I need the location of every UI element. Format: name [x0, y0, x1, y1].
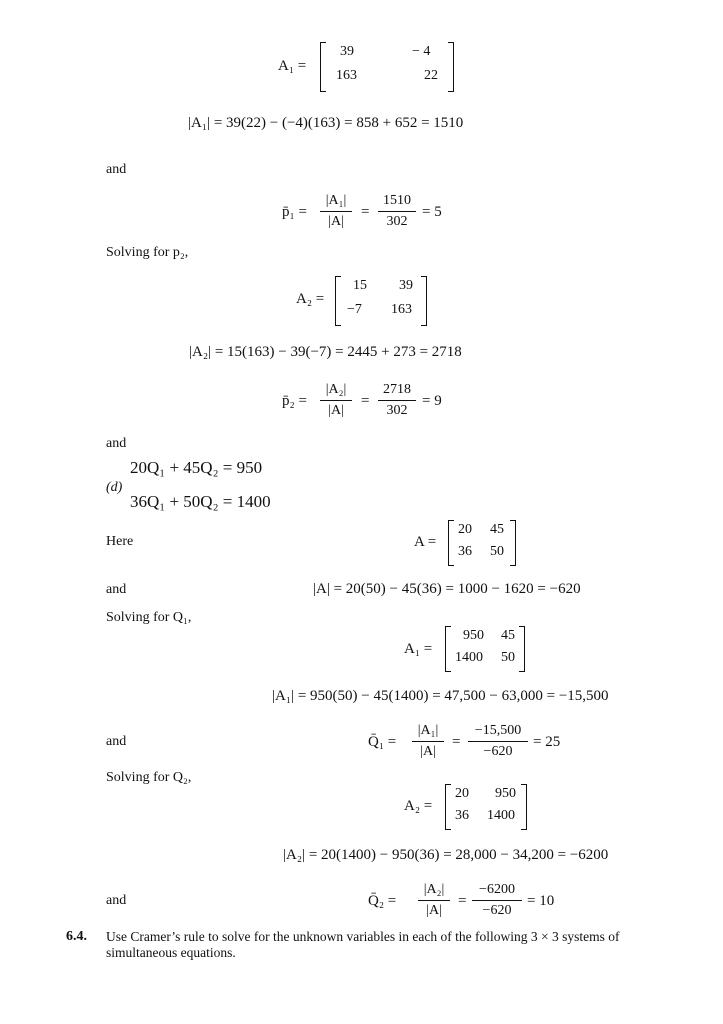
- equation-1: 20Q₁ + 45Q₂ = 950: [130, 458, 263, 477]
- connector-text: and: [106, 162, 127, 177]
- result-rhs: = 5: [422, 204, 442, 220]
- result-rhs: = 9: [422, 393, 442, 409]
- fraction-bar: [412, 741, 444, 742]
- matrix-cell: 1400: [487, 808, 515, 823]
- left-bracket: [448, 520, 454, 566]
- result-rhs: = 10: [527, 893, 555, 909]
- matrix-cell: −7: [347, 302, 362, 317]
- fraction-det-ratio: [320, 381, 352, 420]
- right-bracket: [448, 42, 454, 92]
- fraction-denominator: −620: [482, 903, 512, 918]
- matrix-label: A₁ =: [278, 58, 307, 74]
- problem-number: 6.4.: [66, 929, 87, 944]
- section-intro: Solving for Q₁,: [106, 610, 192, 625]
- fraction-bar: [320, 211, 352, 212]
- problem-text-line-2: simultaneous equations.: [106, 945, 236, 960]
- fraction-denominator: |A|: [426, 903, 442, 918]
- fraction-bar: [378, 400, 416, 401]
- matrix-cell: 950: [463, 628, 484, 643]
- matrix-cell: 20: [458, 522, 472, 537]
- determinant-line: |A₁| = 39(22) − (−4)(163) = 858 + 652 = 1510: [188, 115, 464, 131]
- matrix-a1-q: [445, 626, 525, 672]
- matrix-cell: 1400: [455, 650, 483, 665]
- fraction-denominator: |A|: [420, 744, 436, 759]
- matrix-a2-p: [335, 276, 435, 326]
- connector-text: Here: [106, 534, 134, 549]
- matrix-cell: 163: [336, 68, 357, 83]
- right-bracket: [519, 626, 525, 672]
- problem-text-line-1: Use Cramer’s rule to solve for the unknown variables in each of the following 3 × 3 systems of: [106, 929, 620, 944]
- section-intro: Solving for Q₂,: [106, 770, 192, 785]
- fraction-denominator: |A|: [328, 214, 344, 229]
- fraction-values: [378, 381, 416, 420]
- matrix-cell: 50: [490, 544, 504, 559]
- equation-2: 36Q₁ + 50Q₂ = 1400: [130, 492, 271, 511]
- equals-sign: =: [361, 204, 370, 220]
- fraction-numerator: 2718: [383, 382, 411, 397]
- determinant-line: |A| = 20(50) − 45(36) = 1000 − 1620 = −620: [313, 581, 581, 597]
- matrix-cell: 36: [458, 544, 472, 559]
- fraction-bar: [468, 741, 528, 742]
- result-lhs: Q̄₁ =: [368, 734, 397, 750]
- determinant-line: |A₂| = 15(163) − 39(−7) = 2445 + 273 = 2718: [189, 344, 462, 360]
- result-lhs: p̄₂ =: [282, 393, 307, 409]
- left-bracket: [320, 42, 326, 92]
- right-bracket: [521, 784, 527, 830]
- right-bracket: [510, 520, 516, 566]
- matrix-label: A₂ =: [296, 291, 325, 307]
- matrix-cell: 163: [391, 302, 412, 317]
- matrix-label: A =: [414, 534, 437, 550]
- determinant-line: |A₂| = 20(1400) − 950(36) = 28,000 − 34,200 = −6200: [283, 847, 609, 863]
- connector-text: and: [106, 582, 127, 597]
- matrix-label: A₁ =: [404, 641, 433, 657]
- fraction-numerator: |A₂|: [423, 882, 445, 897]
- fraction-det-ratio: [320, 192, 352, 231]
- matrix-label: A₂ =: [404, 798, 433, 814]
- fraction-numerator: |A₁|: [417, 723, 439, 738]
- fraction-det-ratio: [418, 881, 450, 920]
- equals-sign: =: [458, 893, 467, 909]
- part-label: (d): [106, 480, 123, 495]
- matrix-cell: 45: [501, 628, 515, 643]
- fraction-denominator: −620: [483, 744, 513, 759]
- left-bracket: [445, 626, 451, 672]
- matrix-a1-p: [320, 42, 455, 92]
- result-lhs: Q̄₂ =: [368, 893, 397, 909]
- fraction-values: [468, 722, 528, 761]
- matrix-cell: 950: [495, 786, 516, 801]
- fraction-bar: [472, 900, 522, 901]
- matrix-cell: 36: [455, 808, 469, 823]
- right-bracket: [421, 276, 427, 326]
- matrix-a: [448, 520, 518, 566]
- equals-sign: =: [361, 393, 370, 409]
- fraction-values: [378, 192, 416, 231]
- fraction-denominator: 302: [386, 403, 408, 418]
- matrix-cell: 15: [353, 278, 367, 293]
- matrix-cell: 50: [501, 650, 515, 665]
- connector-text: and: [106, 436, 127, 451]
- matrix-cell: 39: [399, 278, 413, 293]
- fraction-bar: [418, 900, 450, 901]
- matrix-cell: − 4: [412, 44, 431, 59]
- left-bracket: [335, 276, 341, 326]
- fraction-det-ratio: [412, 722, 444, 761]
- fraction-bar: [378, 211, 416, 212]
- determinant-line: |A₁| = 950(50) − 45(1400) = 47,500 − 63,000 = −15,500: [272, 688, 609, 704]
- matrix-a2-q: [445, 784, 527, 830]
- connector-text: and: [106, 734, 127, 749]
- matrix-cell: 39: [340, 44, 354, 59]
- matrix-cell: 45: [490, 522, 504, 537]
- left-bracket: [445, 784, 451, 830]
- fraction-bar: [320, 400, 352, 401]
- fraction-numerator: 1510: [383, 193, 411, 208]
- section-intro: Solving for p₂,: [106, 245, 189, 260]
- result-lhs: p̄₁ =: [282, 204, 307, 220]
- fraction-numerator: −15,500: [474, 723, 522, 738]
- fraction-denominator: 302: [386, 214, 408, 229]
- matrix-cell: 22: [424, 68, 438, 83]
- fraction-numerator: |A₂|: [325, 382, 347, 397]
- fraction-values: [472, 881, 522, 920]
- fraction-numerator: −6200: [479, 882, 515, 897]
- connector-text: and: [106, 893, 127, 908]
- matrix-cell: 20: [455, 786, 469, 801]
- fraction-denominator: |A|: [328, 403, 344, 418]
- fraction-numerator: |A₁|: [325, 193, 347, 208]
- equals-sign: =: [452, 734, 461, 750]
- result-rhs: = 25: [533, 734, 561, 750]
